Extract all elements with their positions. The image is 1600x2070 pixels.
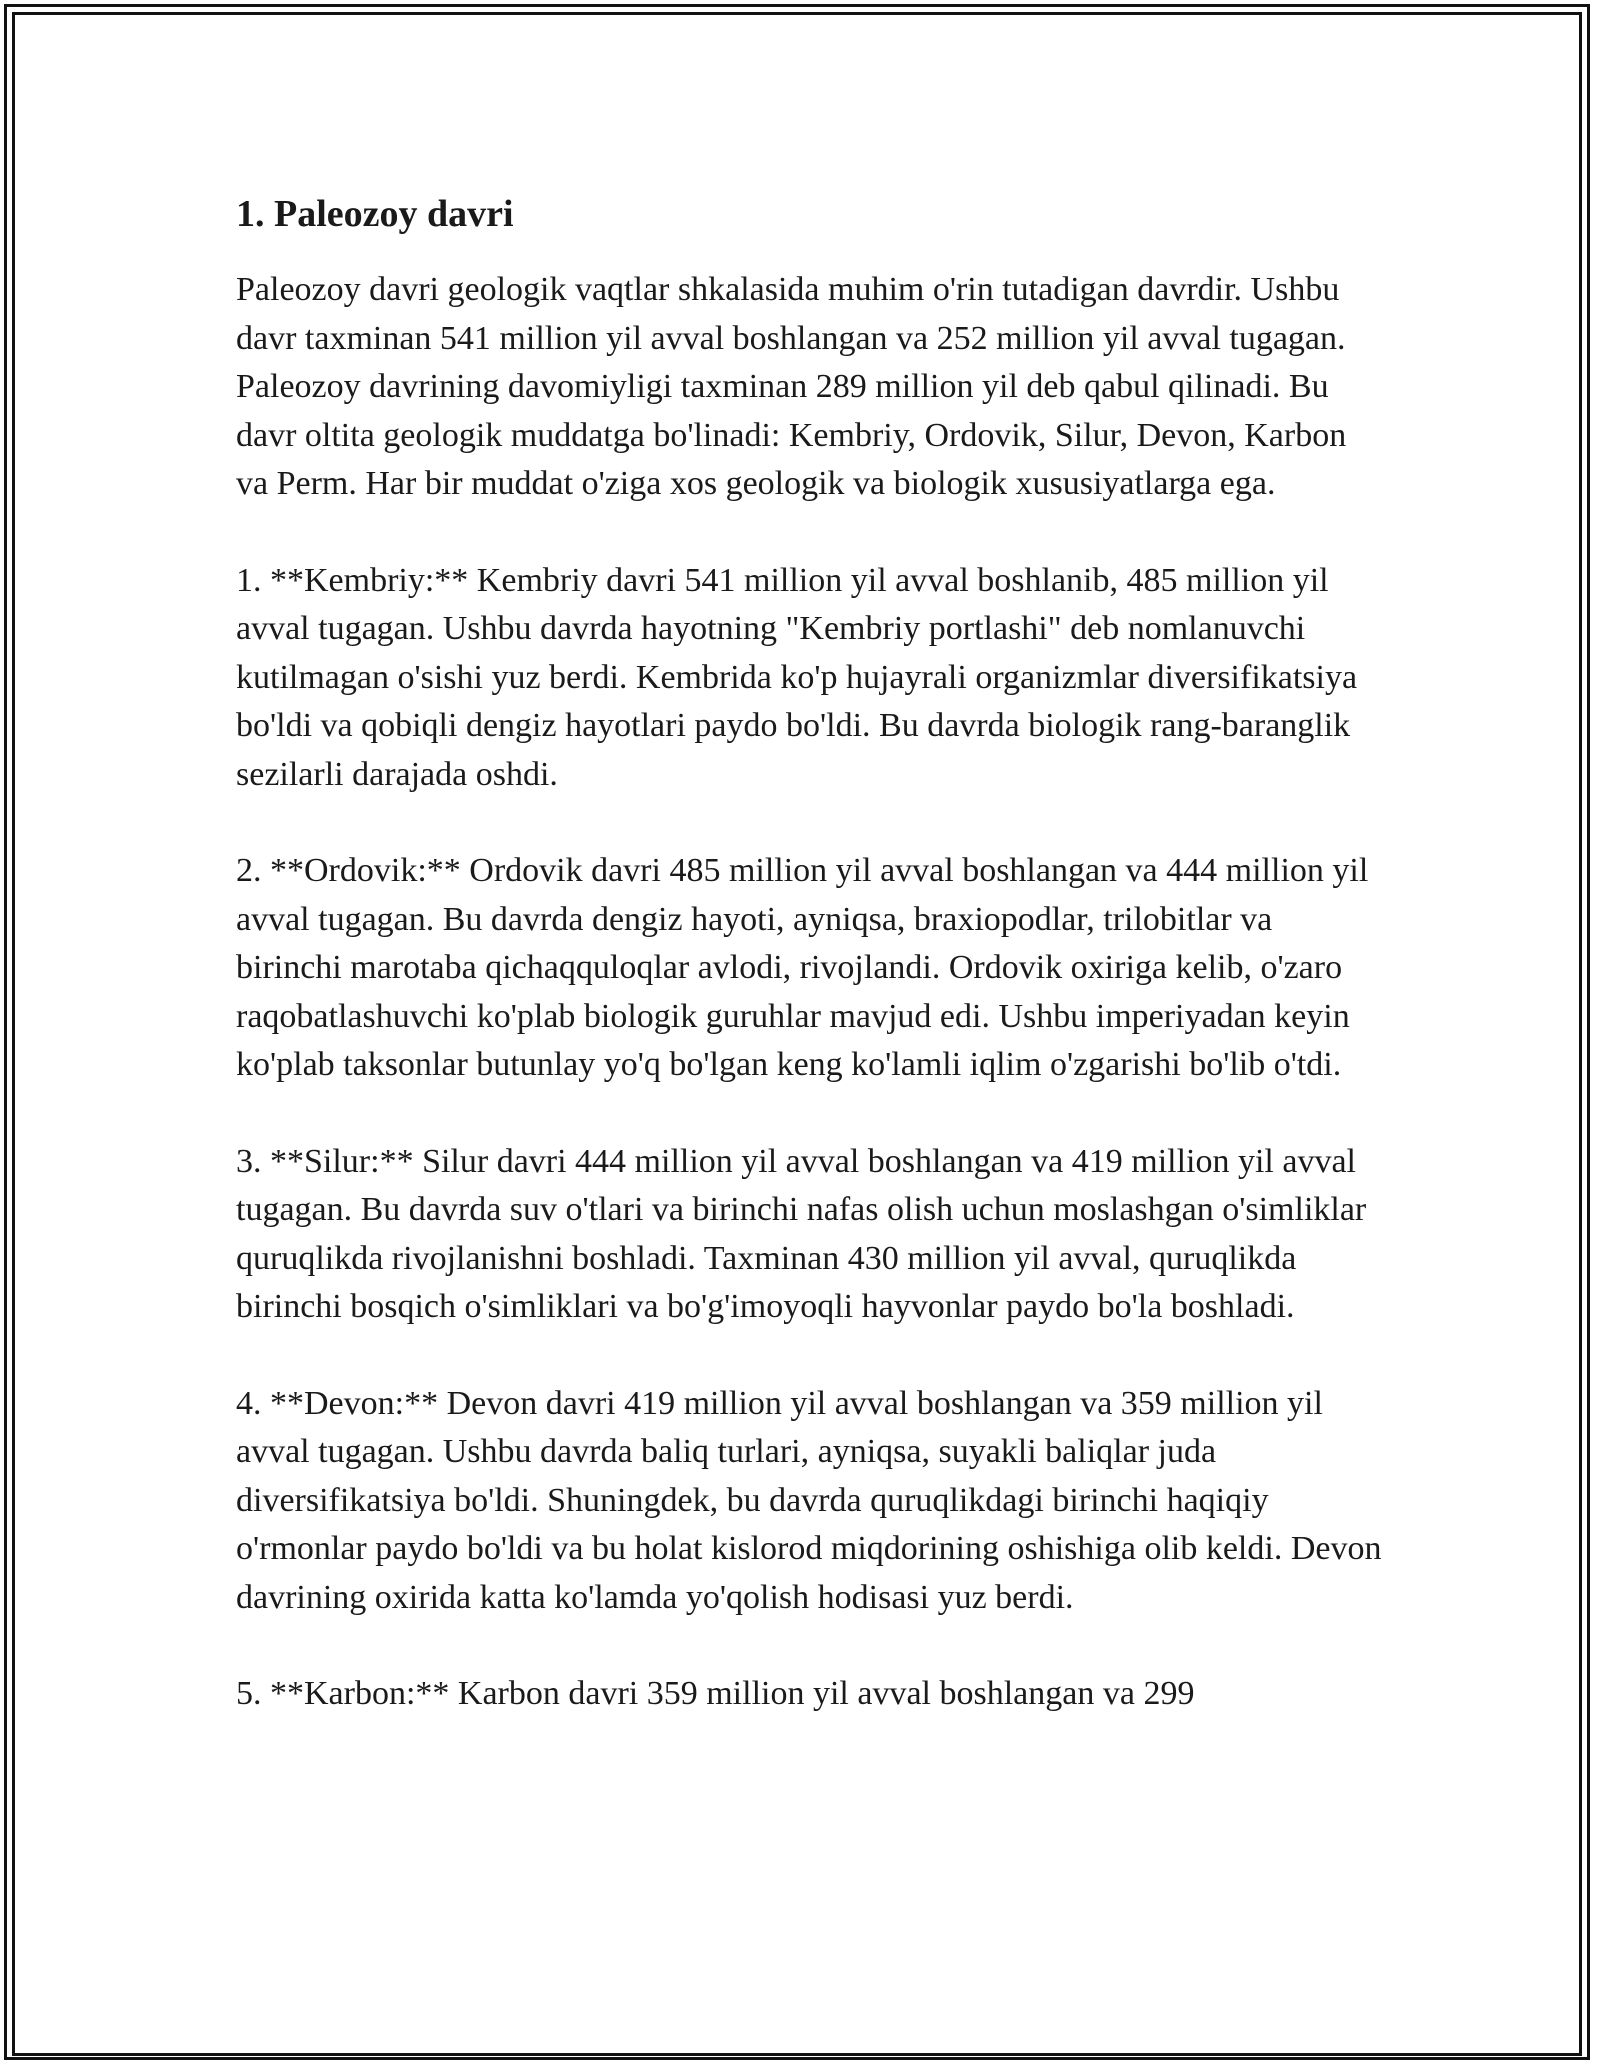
paragraph-silur: 3. **Silur:** Silur davri 444 million yil avval boshlangan va 419 million yil avval tugagan. Bu davrda suv o'tlari va birinchi nafas olish uchun moslashgan o'simliklar quruqlikda rivojlanishni boshladi. Taxminan 430 million yil avval, quruqlikda birinchi bosqich o'simliklari va bo'g'imoyoqli hayvonlar paydo bo'la boshladi.: [236, 1142, 1367, 1325]
paragraph-ordovik: 2. **Ordovik:** Ordovik davri 485 million yil avval boshlangan va 444 million yil avval tugagan. Bu davrda dengiz hayoti, ayniqsa, braxiopodlar, trilobitlar va birinchi marotaba qichaqquloqlar avlodi, rivojlandi. Ordovik oxiriga kelib, o'zaro raqobatlashuvchi ko'plab biologik guruhlar mavjud edi. Ushbu imperiyadan keyin ko'plab taksonlar butunlay yo'q bo'lgan keng ko'lamli iqlim o'zgarishi bo'lib o'tdi.: [236, 852, 1369, 1083]
section-title: 1. Paleozoy davri: [236, 193, 514, 235]
intro-paragraph: Paleozoy davri geologik vaqtlar shkalasida muhim o'rin tutadigan davrdir. Ushbu davr taxminan 541 million yil avval boshlangan va 252 million yil avval tugagan. Paleozoy davrining davomiyligi taxminan 289 million yil deb qabul qilinadi. Bu davr oltita geologik muddatga bo'linadi: Kembriy, Ordovik, Silur, Devon, Karbon va Perm. Har bir muddat o'ziga xos geologik va biologik xususiyatlarga ega.: [236, 271, 1347, 502]
paragraph-kembriy: 1. **Kembriy:** Kembriy davri 541 million yil avval boshlanib, 485 million yil avval tugagan. Ushbu davrda hayotning "Kembriy portlashi" deb nomlanuvchi kutilmagan o'sishi yuz berdi. Kembrida ko'p hujayrali organizmlar diversifikatsiya bo'ldi va qobiqli dengiz hayotlari paydo bo'ldi. Bu davrda biologik rang-baranglik sezilarli darajada oshdi.: [236, 561, 1358, 793]
document-body: [236, 188, 1386, 1767]
paragraph-karbon: 5. **Karbon:** Karbon davri 359 million yil avval boshlangan va 299: [236, 1675, 1195, 1712]
paragraph-devon: 4. **Devon:** Devon davri 419 million yil avval boshlangan va 359 million yil avval tugagan. Ushbu davrda baliq turlari, ayniqsa, suyakli baliqlar juda diversifikatsiya bo'ldi. Shuningdek, bu davrda quruqlikdagi birinchi haqiqiy o'rmonlar paydo bo'ldi va bu holat kislorod miqdorining oshishiga olib keldi. Devon davrining oxirida katta ko'lamda yo'qolish hodisasi yuz berdi.: [236, 1384, 1382, 1616]
